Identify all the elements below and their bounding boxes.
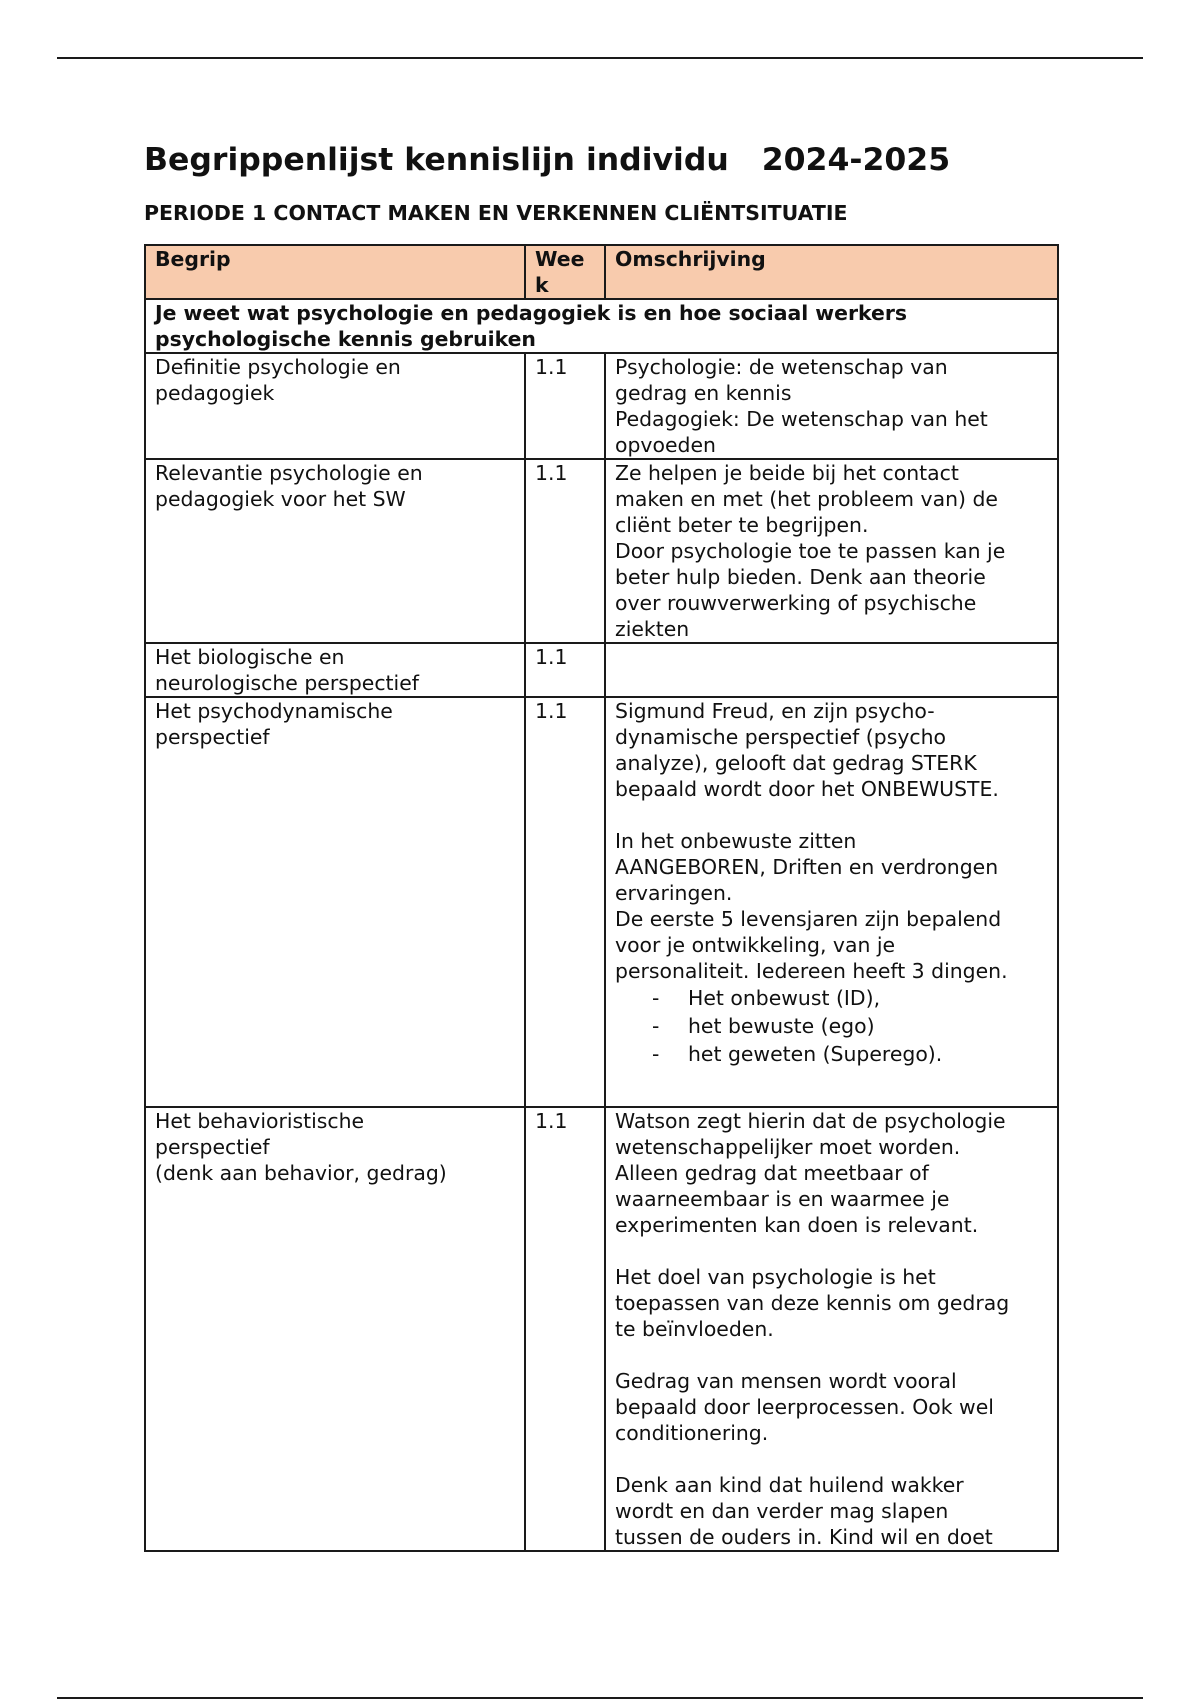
table-row	[145, 1107, 1058, 1551]
terms-table	[144, 244, 1059, 1552]
term-line: Relevantie psychologie en	[155, 461, 423, 485]
bullet-dash: -	[652, 986, 660, 1010]
description-line: Sigmund Freud, en zijn psycho-	[615, 699, 935, 723]
description-line: bepaald door leerprocessen. Ook wel	[615, 1395, 994, 1419]
page-title: Begrippenlijst kennislijn individu 2024-2025	[144, 142, 951, 178]
description-line: opvoeden	[615, 433, 716, 457]
description-cell	[605, 697, 1058, 1107]
description-line: ziekten	[615, 617, 690, 641]
header-week	[525, 245, 605, 299]
term-cell	[145, 697, 525, 1107]
description-line: conditionering.	[615, 1421, 769, 1445]
term-cell	[145, 643, 525, 697]
description-cell	[605, 643, 1058, 697]
description-cell	[605, 459, 1058, 643]
header-week-line: k	[535, 273, 549, 297]
description-cell	[605, 1107, 1058, 1551]
bullet-dash: -	[652, 1042, 660, 1066]
section-line: psychologische kennis gebruiken	[155, 327, 536, 351]
description-line: te beïnvloeden.	[615, 1317, 774, 1341]
description-line: maken en met (het probleem van) de	[615, 487, 998, 511]
week-cell: 1.1	[525, 353, 605, 459]
list-item	[615, 984, 1048, 1012]
description-line: toepassen van deze kennis om gedrag	[615, 1291, 1010, 1315]
list-item	[615, 1040, 1048, 1068]
term-line: Het biologische en	[155, 645, 345, 669]
table-row	[145, 643, 1058, 697]
term-line: perspectief	[155, 725, 270, 749]
section-heading	[145, 299, 1058, 353]
table-row	[145, 459, 1058, 643]
bullet-dash: -	[652, 1014, 660, 1038]
bullet-text: het bewuste (ego)	[688, 1014, 875, 1038]
description-line: voor je ontwikkeling, van je	[615, 933, 896, 957]
term-line: (denk aan behavior, gedrag)	[155, 1161, 447, 1185]
description-line: wordt en dan verder mag slapen	[615, 1499, 949, 1523]
description-line: over rouwverwerking of psychische	[615, 591, 977, 615]
description-cell	[605, 353, 1058, 459]
description-line: Alleen gedrag dat meetbaar of	[615, 1161, 929, 1185]
table-row	[145, 697, 1058, 1107]
description-line: bepaald wordt door het ONBEWUSTE.	[615, 777, 999, 801]
description-line: In het onbewuste zitten	[615, 829, 857, 853]
description-line: cliënt beter te begrijpen.	[615, 513, 869, 537]
description-line: AANGEBOREN, Driften en verdrongen	[615, 855, 999, 879]
term-line: neurologische perspectief	[155, 671, 419, 695]
description-line: experimenten kan doen is relevant.	[615, 1213, 979, 1237]
description-line: Pedagogiek: De wetenschap van het	[615, 407, 988, 431]
term-line: Het psychodynamische	[155, 699, 393, 723]
week-cell: 1.1	[525, 697, 605, 1107]
bullet-text: Het onbewust (ID),	[688, 986, 881, 1010]
description-line: ervaringen.	[615, 881, 733, 905]
bullet-list	[615, 984, 1048, 1068]
term-line: pedagogiek	[155, 381, 275, 405]
description-line: dynamische perspectief (psycho	[615, 725, 946, 749]
list-item	[615, 1012, 1048, 1040]
description-line: waarneembaar is en waarmee je	[615, 1187, 950, 1211]
description-line: Het doel van psychologie is het	[615, 1265, 936, 1289]
paragraph-gap	[615, 1238, 1048, 1264]
header-begrip: Begrip	[145, 245, 525, 299]
description-line: De eerste 5 levensjaren zijn bepalend	[615, 907, 1002, 931]
term-cell	[145, 353, 525, 459]
term-line: perspectief	[155, 1135, 270, 1159]
table-row	[145, 353, 1058, 459]
week-cell: 1.1	[525, 643, 605, 697]
period-heading: PERIODE 1 CONTACT MAKEN EN VERKENNEN CLIËNTSITUATIE	[144, 201, 848, 225]
term-cell	[145, 1107, 525, 1551]
paragraph-gap	[615, 1446, 1048, 1472]
description-line: tussen de ouders in. Kind wil en doet	[615, 1525, 993, 1549]
description-line: Denk aan kind dat huilend wakker	[615, 1473, 964, 1497]
bullet-text: het geweten (Superego).	[688, 1042, 943, 1066]
description-line: Watson zegt hierin dat de psychologie	[615, 1109, 1006, 1133]
term-line: pedagogiek voor het SW	[155, 487, 406, 511]
table-header-row	[145, 245, 1058, 299]
description-line: Door psychologie toe te passen kan je	[615, 539, 1006, 563]
term-line: Definitie psychologie en	[155, 355, 401, 379]
week-cell: 1.1	[525, 459, 605, 643]
footer-rule	[57, 1697, 1143, 1699]
description-line: Ze helpen je beide bij het contact	[615, 461, 959, 485]
description-line: personaliteit. Iedereen heeft 3 dingen.	[615, 959, 1008, 983]
header-week-line: Wee	[535, 247, 585, 271]
paragraph-gap	[615, 802, 1048, 828]
description-line: Gedrag van mensen wordt vooral	[615, 1369, 957, 1393]
term-cell	[145, 459, 525, 643]
description-line: gedrag en kennis	[615, 381, 792, 405]
week-cell: 1.1	[525, 1107, 605, 1551]
description-line: wetenschappelijker moet worden.	[615, 1135, 961, 1159]
section-row	[145, 299, 1058, 353]
description-line: beter hulp bieden. Denk aan theorie	[615, 565, 986, 589]
header-omschrijving: Omschrijving	[605, 245, 1058, 299]
description-line: Psychologie: de wetenschap van	[615, 355, 948, 379]
description-line: analyze), gelooft dat gedrag STERK	[615, 751, 977, 775]
term-line: Het behavioristische	[155, 1109, 365, 1133]
section-line: Je weet wat psychologie en pedagogiek is en hoe sociaal werkers	[155, 301, 908, 325]
paragraph-gap	[615, 1342, 1048, 1368]
header-rule	[57, 57, 1143, 59]
